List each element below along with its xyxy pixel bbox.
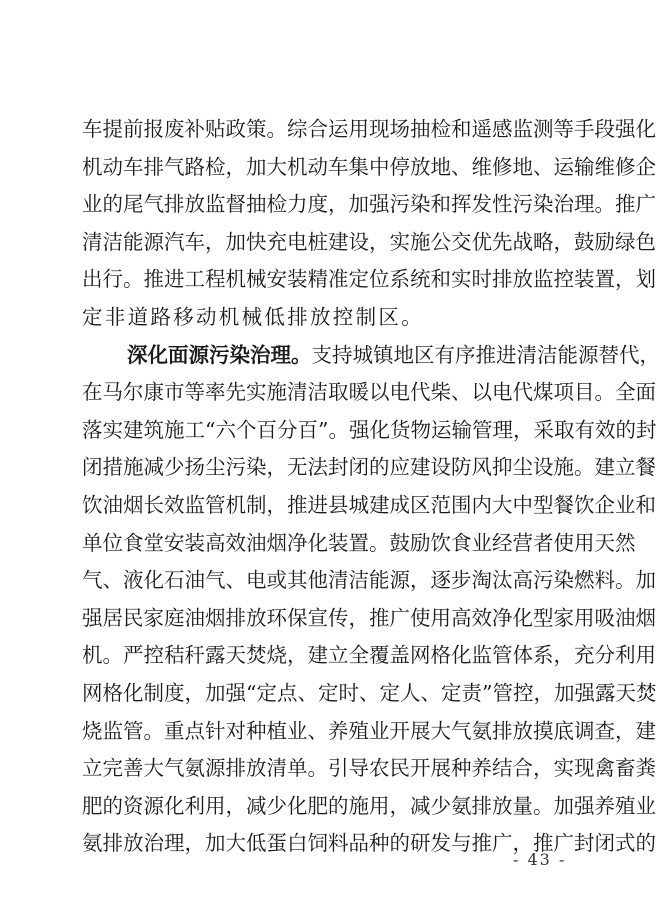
text-line: 烧监管。重点针对种植业、养殖业开展大气氨排放摸底调查，建 [82,718,656,743]
paragraph-vehicle-emissions [82,111,656,337]
page-number: - 43 - [513,850,567,869]
text-line: 落实建筑施工“六个百分百”。强化货物运输管理，采取有效的封 [82,417,657,442]
text-line: 氨排放治理，加大低蛋白饲料品种的研发与推广，推广封闭式的 [82,831,656,856]
text-line: 单位食堂安装高效油烟净化装置。鼓励饮食业经营者使用天然 [82,530,636,555]
text-line: 立完善大气氨源排放清单。引导农民开展种养结合，实现禽畜粪 [82,756,656,781]
text-line: 清洁能源汽车，加快充电桩建设，实施公交优先战略，鼓励绿色 [82,229,656,254]
text-line: 饮油烟长效监管机制，推进县城建成区范围内大中型餐饮企业和 [82,492,656,517]
text-line: 闭措施减少扬尘污染，无法封闭的应建设防风抑尘设施。建立餐 [82,455,656,480]
text-run: 支持城镇地区有序推进清洁能源替代， [311,342,660,367]
text-line: 网格化制度，加强“定点、定时、定人、定责”管控，加强露天焚 [82,680,657,705]
text-line: 出行。推进工程机械安装精准定位系统和实时排放监控装置，划 [82,267,656,292]
text-line: 车提前报废补贴政策。综合运用现场抽检和遥感监测等手段强化 [82,117,656,141]
text-line: 在马尔康市等率先实施清洁取暖以电代柴、以电代煤项目。全面 [82,380,656,405]
section-heading: 深化面源污染治理。 [127,342,312,367]
text-line: 机。严控秸秆露天焚烧，建立全覆盖网格化监管体系，充分利用 [82,643,656,668]
text-line: 肥的资源化利用，减少化肥的施用，减少氨排放量。加强养殖业 [82,793,656,818]
text-line: 机动车排气路检，加大机动车集中停放地、维修地、运输维修企 [82,154,656,179]
text-line: 定非道路移动机械低排放控制区。 [82,304,424,329]
document-body [82,111,660,863]
text-line: 业的尾气排放监督抽检力度，加强污染和挥发性污染治理。推广 [82,192,656,217]
text-line: 气、液化石油气、电或其他清洁能源，逐步淘汰高污染燃料。加 [82,568,656,593]
text-line-first [82,337,660,375]
text-line: 强居民家庭油烟排放环保宣传，推广使用高效净化型家用吸油烟 [82,605,656,630]
paragraph-area-source-pollution [82,337,660,863]
